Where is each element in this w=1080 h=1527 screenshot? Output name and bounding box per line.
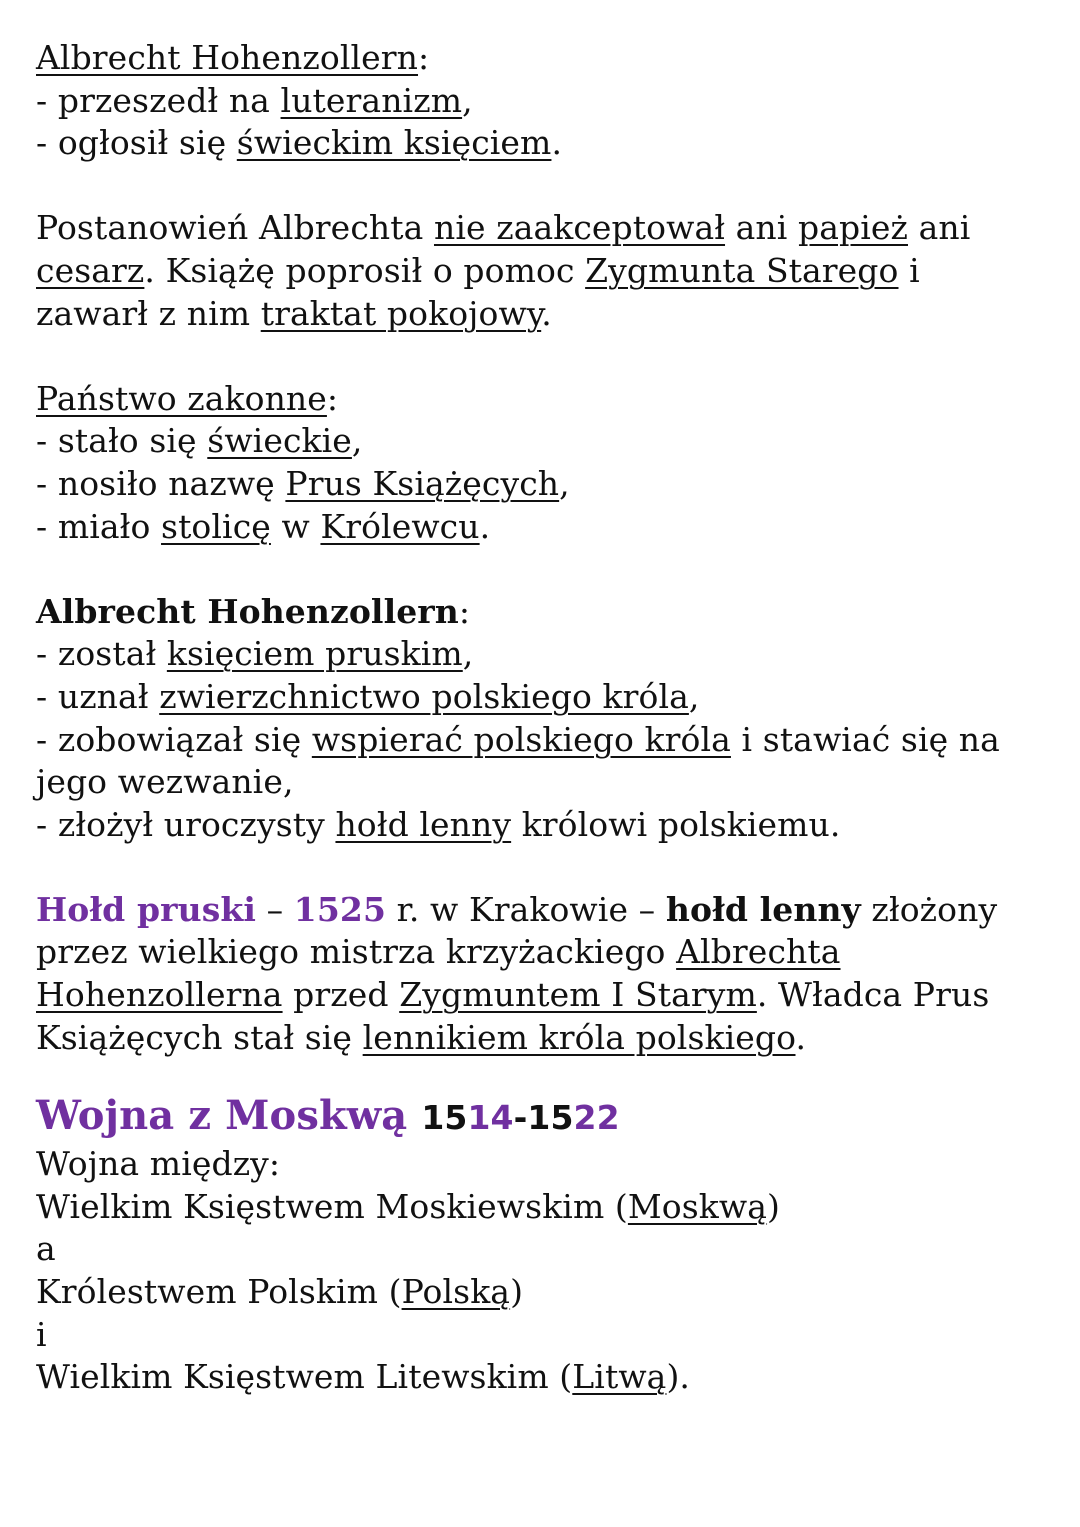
list-item: - stało się świeckie,	[36, 421, 363, 461]
list-item: - nosiło nazwę Prus Książęcych,	[36, 463, 570, 503]
list-item: - ogłosił się świeckim księciem.	[36, 123, 563, 163]
underlined-term: świeckim księciem	[236, 123, 552, 163]
year-highlight: 1525	[293, 889, 387, 929]
section-albrecht-conversion	[36, 37, 1056, 165]
section-albrecht-duke	[36, 591, 1056, 847]
term-hold-pruski: Hołd pruski	[36, 889, 256, 929]
underlined-term: luteranizm	[280, 80, 463, 120]
party-poland: Królestwem Polskim (Polską)	[36, 1272, 524, 1312]
list-item: - miało stolicę w Królewcu.	[36, 506, 491, 546]
section-heading: Państwo zakonne:	[36, 378, 339, 418]
title-years: 1514-1522	[421, 1098, 620, 1138]
spacer	[36, 165, 1056, 208]
section-treaty-paragraph: Postanowień Albrechta nie zaakceptował ani papież ani cesarz. Książę poprosił o pomoc Zygmunta Starego i zawarł z nim traktat pokojowy.	[36, 208, 971, 333]
list-item: - uznał zwierzchnictwo polskiego króla,	[36, 676, 700, 716]
document-page	[36, 37, 1056, 1399]
list-item: - zobowiązał się wspierać polskiego króla i stawiać się na	[36, 719, 1000, 759]
section-order-state	[36, 378, 1056, 548]
spacer	[36, 1059, 1056, 1081]
section-heading: Albrecht Hohenzollern:	[36, 591, 471, 631]
list-item: - złożył uroczysty hołd lenny królowi polskiemu.	[36, 804, 841, 844]
section-heading: Albrecht Hohenzollern:	[36, 38, 430, 77]
spacer	[36, 846, 1056, 889]
list-item-continuation: jego wezwanie,	[36, 762, 294, 802]
section-prussian-homage: Hołd pruski – 1525 r. w Krakowie – hołd lenny złożony przez wielkiego mistrza krzyżackiego Albrechta Hohenzollerna przed Zygmuntem I Starym. Władca Prus Książęcych stał się lennikiem króla polskiego.	[36, 889, 998, 1057]
section-title: Wojna z Moskwą 1514-1522	[36, 1092, 620, 1140]
spacer	[36, 548, 1056, 591]
spacer	[36, 335, 1056, 378]
party-moscow: Wielkim Księstwem Moskiewskim (Moskwą)	[36, 1186, 781, 1226]
section-war-with-moscow: Wojna z Moskwą 1514-1522 Wojna między: Wielkim Księstwem Moskiewskim (Moskwą) a Królestwem Polskim (Polską) i Wielkim Księstwem Litewskim (Litwą).	[36, 1091, 1056, 1399]
party-lithuania: Wielkim Księstwem Litewskim (Litwą).	[36, 1357, 691, 1397]
list-item: - został księciem pruskim,	[36, 634, 474, 674]
list-item: - przeszedł na luteranizm,	[36, 80, 473, 120]
